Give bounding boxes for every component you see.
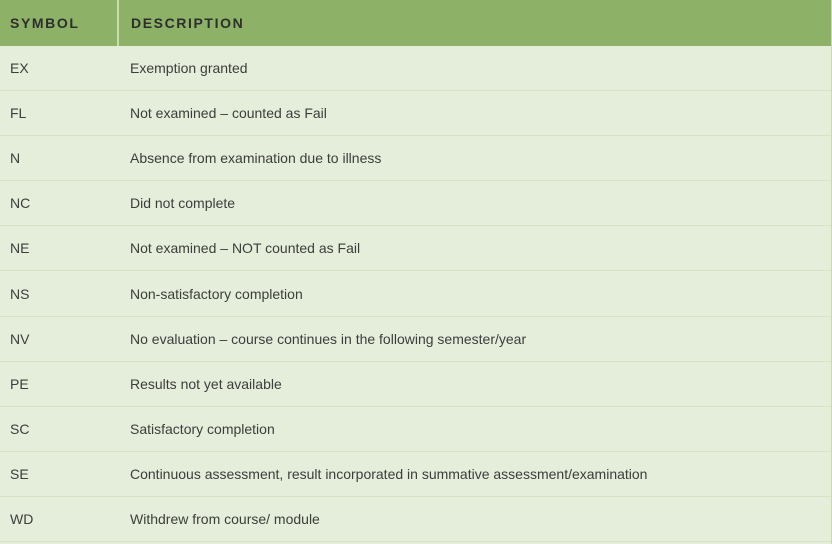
description-cell: Withdrew from course/ module bbox=[130, 510, 320, 527]
table-row bbox=[0, 362, 831, 407]
table-row bbox=[0, 317, 831, 362]
symbol-cell: NC bbox=[10, 195, 31, 212]
symbol-cell: NE bbox=[10, 240, 30, 257]
symbol-cell: N bbox=[10, 150, 21, 167]
description-cell: Exemption granted bbox=[130, 60, 248, 77]
description-cell: Not examined – counted as Fail bbox=[130, 105, 327, 122]
table-body bbox=[0, 46, 831, 544]
symbol-cell: FL bbox=[10, 105, 27, 122]
description-cell: Continuous assessment, result incorporated in summative assessment/examination bbox=[130, 465, 648, 482]
description-column-header: DESCRIPTION bbox=[117, 0, 831, 46]
table-row bbox=[0, 271, 831, 316]
table-row bbox=[0, 226, 831, 271]
symbol-cell: NV bbox=[10, 330, 30, 347]
table-row bbox=[0, 136, 831, 181]
table-row bbox=[0, 181, 831, 226]
symbol-cell: PE bbox=[10, 375, 29, 392]
table-header-row bbox=[0, 0, 831, 46]
symbol-cell: SC bbox=[10, 420, 30, 437]
description-cell: Did not complete bbox=[130, 195, 236, 212]
table-row bbox=[0, 452, 831, 497]
table-row bbox=[0, 91, 831, 136]
description-cell: Non-satisfactory completion bbox=[130, 285, 303, 302]
table-row bbox=[0, 497, 831, 542]
symbol-cell: WD bbox=[10, 510, 34, 527]
symbol-cell: SE bbox=[10, 465, 29, 482]
table-row bbox=[0, 407, 831, 452]
description-cell: No evaluation – course continues in the following semester/year bbox=[130, 330, 527, 347]
description-cell: Not examined – NOT counted as Fail bbox=[130, 240, 361, 257]
table-row bbox=[0, 46, 831, 91]
description-cell: Absence from examination due to illness bbox=[130, 150, 382, 167]
description-cell: Satisfactory completion bbox=[130, 420, 275, 437]
symbol-cell: NS bbox=[10, 285, 30, 302]
description-cell: Results not yet available bbox=[130, 375, 282, 392]
symbol-column-header: SYMBOL bbox=[10, 15, 80, 31]
symbol-cell: EX bbox=[10, 60, 29, 77]
